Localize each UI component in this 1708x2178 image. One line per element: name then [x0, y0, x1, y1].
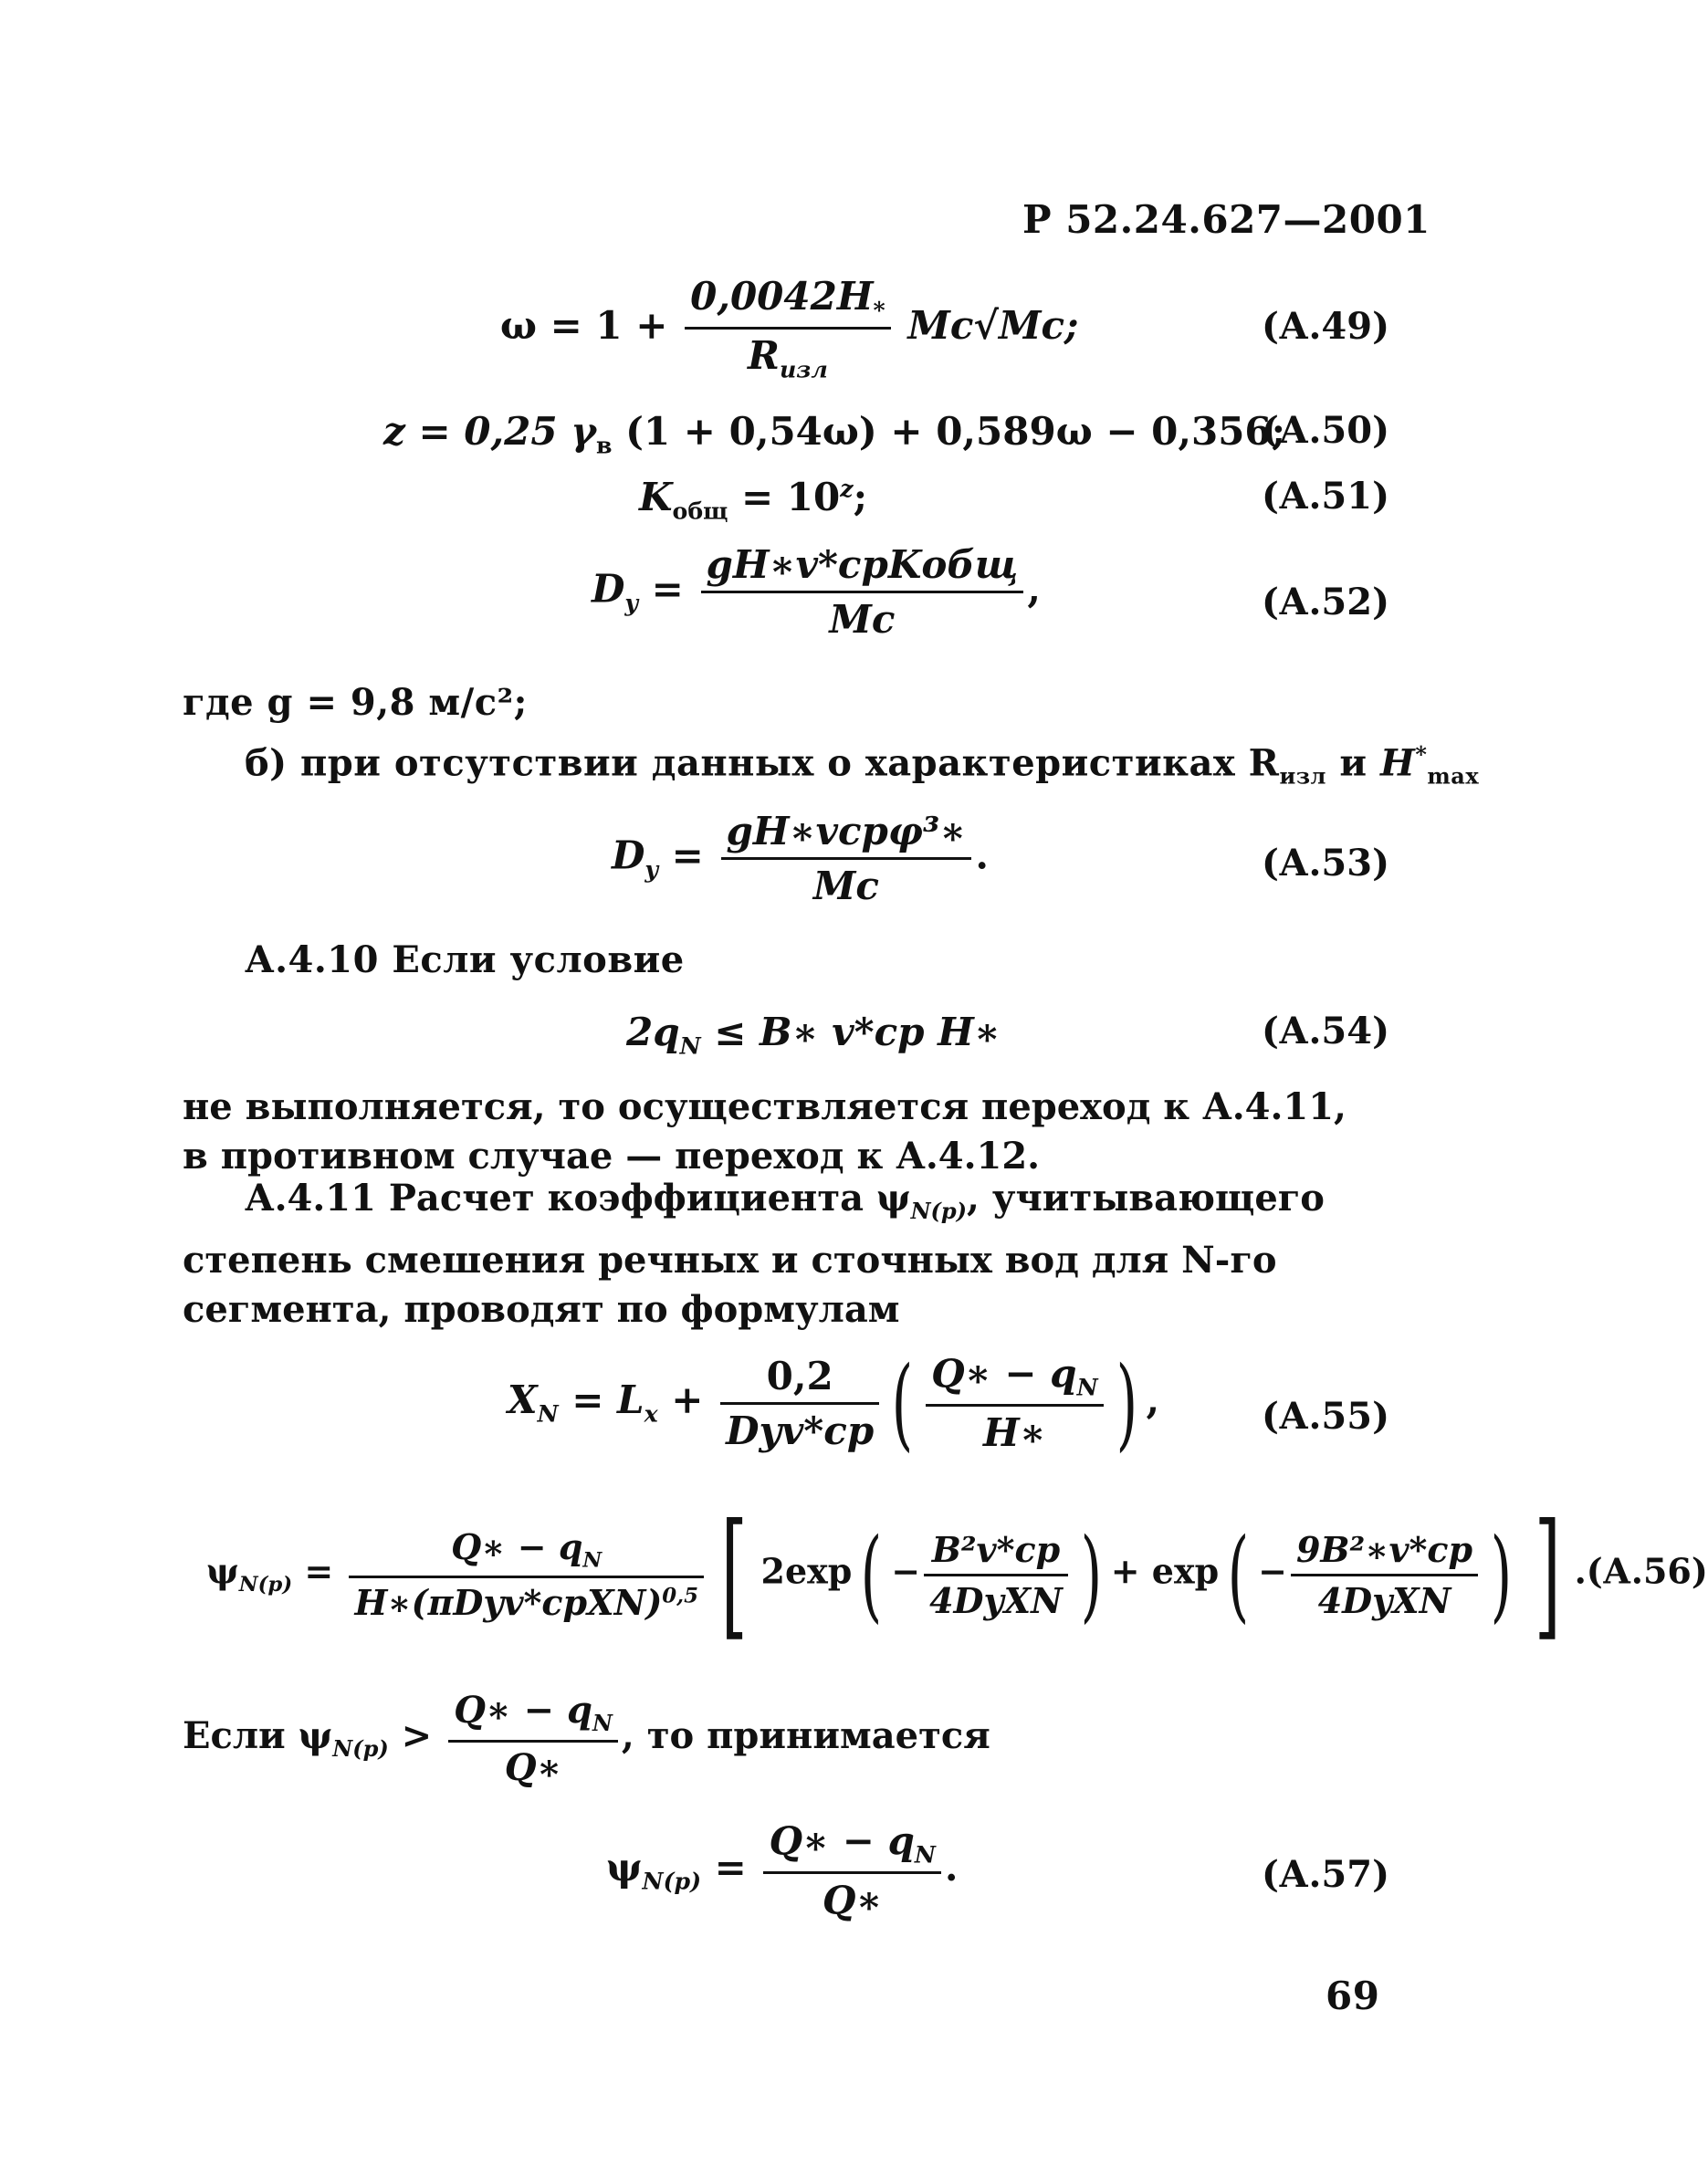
eq-a52-fraction	[701, 542, 1024, 642]
eq-a57-fraction	[763, 1818, 940, 1922]
if-den: Q∗	[504, 1746, 562, 1789]
equation-a49	[500, 274, 1079, 383]
equation-a53: $D_y$ = $\frac{\text{gH∗vсрφ³∗}}{Mc}$ .	[612, 809, 989, 908]
eq-a52-end: ,	[1027, 566, 1041, 612]
item-b-and: и	[1326, 741, 1381, 785]
document-code: Р 52.24.627—2001	[1022, 197, 1430, 242]
eq-a56-bracket-close: ]	[1534, 1495, 1561, 1654]
eq-a55-den: Dyv*ср	[726, 1408, 875, 1453]
eq-a51-rhs: = 10	[728, 475, 841, 519]
if-sub: N(р)	[332, 1735, 389, 1762]
eq-a56-lhs: ψ	[206, 1550, 239, 1592]
label-a54: (А.54)	[1262, 1010, 1390, 1052]
eq-a51-sup: z	[840, 475, 854, 502]
eq-a56-bracket-open: [	[720, 1495, 748, 1654]
label-a52: (А.52)	[1262, 581, 1390, 623]
eq-a55-plus: +	[657, 1377, 704, 1423]
if-pre: Если ψ	[183, 1714, 333, 1757]
equation-a54	[626, 1010, 1001, 1059]
eq-a57-end: .	[944, 1845, 959, 1890]
label-a51: (А.51)	[1262, 475, 1390, 518]
eq-a55-mid: = L	[558, 1377, 644, 1423]
eq-a56-t1-paren-close: )	[1080, 1516, 1103, 1633]
eq-a50-sub: в	[595, 431, 613, 459]
item-b-text	[245, 741, 1479, 789]
eq-a55-num: 0,2	[720, 1354, 879, 1405]
eq-a49-num: 0,0042H	[690, 274, 874, 319]
where-g-text: где g = 9,8 м/с²;	[183, 681, 528, 724]
page-number: 69	[1326, 1974, 1380, 2018]
a411-part1: А.4.11 Расчет коэффициента ψ	[245, 1177, 911, 1220]
eq-a52-den: Mc	[829, 597, 896, 642]
eq-a53-den: Mc	[812, 864, 879, 908]
eq-a55-inner-fraction	[926, 1351, 1103, 1455]
eq-a52-lhs: D	[592, 566, 625, 612]
item-b-h: H	[1380, 741, 1416, 785]
eq-a56-t2-paren-open: (	[1227, 1516, 1250, 1633]
eq-a51-lhs: K	[639, 475, 673, 519]
eq-a57-lhs: ψ	[606, 1845, 643, 1890]
equation-a56: $\psi_{N(р)}$ = $\frac{Q∗ - q_N}{H∗(\pi Dyv*срXN)^{0,5}}$ [ 2exp( − $\frac{\text{B²v*ср}}{\text{4DyXN}}$ ) + exp( − $\frac{\text{9B²∗v*ср}}{\text{4DyXN}}$ ) ] .(А.56)	[206, 1495, 1708, 1654]
eq-a55-paren-close: )	[1116, 1345, 1137, 1462]
eq-a55-fraction	[720, 1354, 879, 1453]
eq-a56-den-sup: 0,5	[662, 1584, 698, 1608]
eq-a50-rest: (1 + 0,54ω) + 0,589ω − 0,356;	[612, 409, 1286, 454]
eq-a56-den: H∗(πDyv*срXN)	[354, 1582, 663, 1624]
equation-a57: $\psi_{N(р)}$ = $\frac{Q∗ - q_N}{Q∗}$ .	[606, 1818, 959, 1923]
eq-a56-t2-paren-close: )	[1490, 1516, 1513, 1633]
if-gt: >	[388, 1714, 433, 1757]
eq-a49-den-sub: изл	[779, 355, 828, 383]
if-num-sub: N	[592, 1710, 613, 1736]
eq-a49-den: R	[748, 333, 780, 379]
eq-a57-num: Q∗ − q	[769, 1818, 915, 1863]
if-num: Q∗ − q	[454, 1689, 592, 1732]
eq-a55-lhs-sub: N	[537, 1399, 559, 1428]
a411-part2: , учитывающего степень смешения речных и сточных вод для N-го сегмента, проводят по формулам	[183, 1177, 1325, 1331]
eq-a56-num-sub: N	[582, 1548, 603, 1573]
eq-a54-rest: ≤ B∗ v*ср H∗	[700, 1010, 1001, 1054]
eq-a56-num: Q∗ − q	[451, 1525, 583, 1567]
eq-a56-t1-den: 4DyXN	[929, 1579, 1063, 1621]
eq-a56-lhs-sub: N(р)	[238, 1573, 293, 1597]
eq-a56-fraction	[349, 1526, 704, 1624]
eq-a56-t2-den: 4DyXN	[1317, 1579, 1451, 1621]
eq-a54-expr: 2q	[626, 1010, 680, 1054]
eq-a51-sub: общ	[672, 497, 728, 525]
eq-a57-den: Q∗	[822, 1878, 883, 1923]
eq-a56-t1-paren-open: (	[861, 1516, 883, 1633]
eq-a49-tail: Mc√Mc;	[907, 302, 1079, 348]
eq-a55-lhs: X	[508, 1377, 538, 1423]
eq-a53-lhs-sub: y	[644, 854, 659, 883]
eq-a55-mid-sub: x	[644, 1399, 658, 1428]
equation-a50	[383, 409, 1285, 458]
eq-a52-lhs-sub: y	[624, 588, 639, 616]
label-a57: (А.57)	[1262, 1853, 1390, 1896]
condition-if	[183, 1689, 990, 1789]
label-a49: (А.49)	[1262, 305, 1390, 348]
eq-a49-fraction	[685, 274, 891, 383]
equation-a55	[508, 1345, 1160, 1462]
eq-a55-inner-num-sub: N	[1076, 1373, 1098, 1401]
eq-a49-num-sub: *	[873, 296, 885, 324]
eq-a56-t2-fraction	[1291, 1529, 1478, 1621]
eq-a53-lhs: D	[612, 832, 645, 878]
a411-sub: N(р)	[910, 1198, 968, 1224]
equation-a52: $D_y$ = $\frac{\text{gH∗v*срKобщ}}{Mc}$ ,	[592, 542, 1041, 642]
paragraph-a411	[183, 1174, 1378, 1335]
item-b-main: б) при отсутствии данных о характеристиках R	[245, 741, 1280, 785]
eq-a51-end: ;	[853, 475, 868, 519]
equation-a51	[639, 475, 867, 524]
item-b-h-sup: *	[1415, 741, 1428, 768]
eq-a56-term1-pre: 2exp	[760, 1550, 853, 1592]
section-a410: А.4.10 Если условие	[245, 938, 685, 981]
eq-a53-end: .	[975, 832, 989, 878]
eq-a57-num-sub: N	[914, 1840, 936, 1869]
paragraph-not-fulfilled: не выполняется, то осуществляется переход к А.4.11, в противном случае — переход к А.4.12.	[183, 1085, 1346, 1178]
eq-a56-t1-fraction	[924, 1529, 1068, 1621]
item-b-h-sub: max	[1427, 762, 1480, 790]
label-a50: (А.50)	[1262, 409, 1390, 452]
eq-a49-lhs: ω = 1 +	[500, 302, 668, 348]
label-a56: (А.56)	[1586, 1550, 1708, 1592]
label-a55: (А.55)	[1262, 1395, 1390, 1438]
label-a53: (А.53)	[1262, 842, 1390, 885]
eq-a56-t1-num: B²v*ср	[924, 1529, 1068, 1576]
eq-a56-plus: + exp	[1110, 1550, 1220, 1592]
eq-a57-lhs-sub: N(р)	[642, 1867, 702, 1895]
eq-a52-num: gH∗v*срKобщ	[701, 542, 1024, 593]
eq-a53-num: gH∗vсрφ³∗	[721, 809, 972, 860]
item-b-sub: изл	[1279, 762, 1326, 790]
eq-a55-paren-open: (	[891, 1345, 914, 1462]
eq-a54-sub: N	[679, 1031, 701, 1060]
eq-a56-t2-num: 9B²∗v*ср	[1291, 1529, 1478, 1576]
eq-a55-inner-num: Q∗ − q	[931, 1351, 1077, 1396]
eq-a55-inner-den: H∗	[983, 1410, 1046, 1456]
eq-a50-expr: z = 0,25 γ	[383, 409, 596, 454]
if-post: , то принимается	[621, 1714, 990, 1757]
eq-a55-end: ,	[1146, 1377, 1160, 1423]
if-fraction	[448, 1689, 618, 1789]
eq-a53-fraction	[721, 809, 972, 908]
